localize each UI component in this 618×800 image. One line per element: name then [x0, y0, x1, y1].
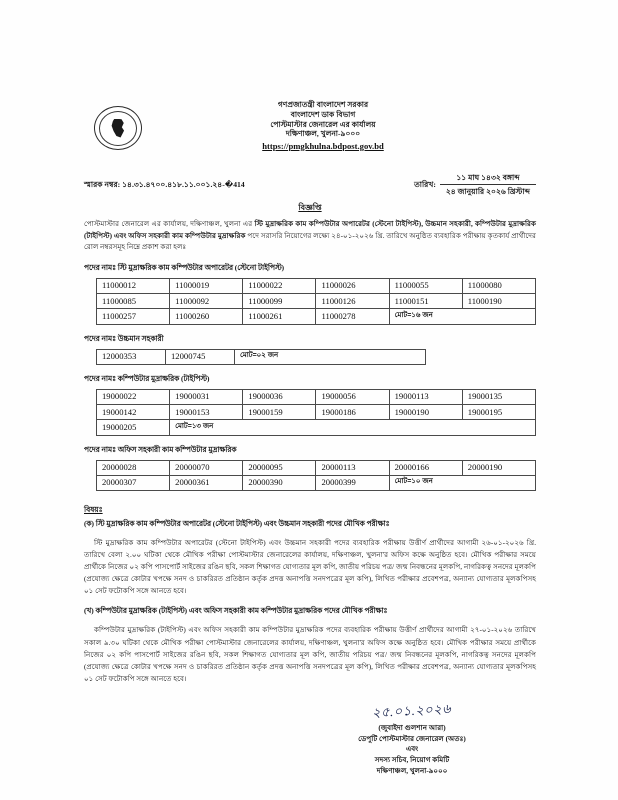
- table-row: [97, 475, 536, 490]
- roll-cell: 20000095: [243, 460, 316, 475]
- gov-line-3: পোস্টমাস্টার জেনারেল এর কার্যালয়: [270, 119, 376, 129]
- table-row: [97, 294, 536, 309]
- roll-table: [96, 389, 536, 436]
- roll-cell: 11000012: [97, 278, 170, 293]
- roll-cell: 11000099: [243, 294, 316, 309]
- roll-cell: 19000159: [243, 405, 316, 420]
- roll-cell: 19000031: [170, 389, 243, 404]
- roll-cell: 11000085: [97, 294, 170, 309]
- roll-cell: 19000056: [316, 389, 389, 404]
- roll-cell: 11000019: [170, 278, 243, 293]
- roll-cell: 11000257: [97, 309, 170, 324]
- signature-block: [292, 699, 532, 777]
- roll-cell: 11000190: [462, 294, 535, 309]
- table-row: [97, 309, 536, 324]
- section-block: [84, 263, 536, 325]
- roll-cell: 20000028: [97, 460, 170, 475]
- gov-line-4: দক্ষিণাঞ্চল, খুলনা-৯০০০: [285, 129, 361, 139]
- signatory-role: সদস্য সচিব, নিয়োগ কমিটি: [374, 755, 450, 764]
- roll-cell: 11000260: [170, 309, 243, 324]
- section-label: পদের নামঃ উচ্চমান সহকারী: [84, 333, 164, 343]
- roll-cell: 19000142: [97, 405, 170, 420]
- date-gregorian: ২৪ জানুয়ারি ২০২৬ খ্রিস্টাব্দ: [445, 187, 530, 196]
- date-block: [414, 172, 536, 197]
- section-label: পদের নামঃ অফিস সহকারী কাম কম্পিউটার মুদ্রাক্ষরিক: [84, 444, 237, 454]
- section-block: [84, 334, 536, 365]
- gov-line-2: বাংলাদেশ ডাক বিভাগ: [290, 109, 356, 119]
- roll-cell: 11000278: [316, 309, 389, 324]
- clause-a-body: স্টি মুদ্রাক্ষরিক কাম কম্পিউটার অপারেটর (স্টেনো টাইপিস্ট) এবং উচ্চমান সহকারী পদের ব্যবহারিক পরীক্ষায় উত্তীর্ণ প্রার্থীদের আগামী ২৬-০১-২০২৬ খ্রি. তারিখে বেলা ২.০০ ঘটিকা থেকে মৌখিক পরীক্ষা পোস্টমাস্টার জেনারেলের কার্যালয়, দক্ষিণাঞ্চল, খুলনা'র অফিস কক্ষে অনুষ্ঠিত হবে। মৌখিক পরীক্ষার সময়ে প্রার্থীকে নিজের ০২ কপি পাসপোর্ট সাইজের রঙিন ছবি, সকল শিক্ষাগত যোগ্যতার মূল কপি, জাতীয় পরিচয় পত্র/ জন্ম নিবন্ধনের মূলকপি, নাগরিকত্ব সনদের মূলকপি (প্রযোজ্য ক্ষেত্রে কোটার খপক্ষে সনদ ও চাকরিরত প্রতিষ্ঠান কর্তৃক প্রদত্ত অনাপত্তি সনদপত্রের মূল কপি), লিখিত পরীক্ষার প্রবেশপত্র, অন্যান্য যোগ্যতার মূলকপিসহ ০১ সেট ফটোকপি সঙ্গে আনতে হবে।: [84, 539, 536, 596]
- roll-cell: 19000186: [316, 405, 389, 420]
- total-cell: মোট=১৬ জন: [389, 309, 535, 324]
- signatory-conjunction: এবং: [405, 745, 419, 754]
- roll-cell: 11000126: [316, 294, 389, 309]
- clause-a-heading: (ক) স্টি মুদ্রাক্ষরিক কাম কম্পিউটার অপারেটর (স্টেনো টাইপিস্ট) এবং উচ্চমান সহকারী পদের মৌখিক পরীক্ষাঃ: [84, 519, 390, 529]
- government-seal-icon: [94, 106, 142, 150]
- signatory-name: (জুবাইদা গুলশান আরা): [378, 723, 446, 732]
- roll-cell: 19000205: [97, 420, 170, 435]
- roll-cell: 20000399: [316, 475, 389, 490]
- roll-cell: 20000113: [316, 460, 389, 475]
- roll-table: [96, 349, 426, 365]
- table-row: [97, 460, 536, 475]
- section-label: পদের নামঃ স্টি মুদ্রাক্ষরিক কাম কম্পিউটার অপারেটর (স্টেনো টাইপিস্ট): [84, 262, 285, 272]
- roll-cell: 12000745: [166, 349, 235, 364]
- section-block: [84, 445, 536, 491]
- signatory-address: দক্ষিণাঞ্চল, খুলনা-৯০০০: [376, 766, 448, 775]
- roll-cell: 20000390: [243, 475, 316, 490]
- clause-b-heading: (খ) কম্পিউটার মুদ্রাক্ষরিক (টাইপিস্ট) এবং অফিস সহকারী কাম কম্পিউটার মুদ্রাক্ষরিক পদের মৌখিক পরীক্ষাঃ: [84, 606, 388, 616]
- roll-cell: 12000353: [97, 349, 166, 364]
- clause-b-body: কম্পিউটার মুদ্রাক্ষরিক (টাইপিস্ট) এবং অফিস সহকারী কাম কম্পিউটার মুদ্রাক্ষরিক পদের ব্যবহারিক পরীক্ষায় উত্তীর্ণ প্রার্থীদের আগামী ২৭-০১-২০২৬ তারিখে সকাল ৯.৩০ ঘটিকা থেকে মৌখিক পরীক্ষা পোস্টমাস্টার জেনারেলের কার্যালয়, দক্ষিণাঞ্চল, খুলনা'র অফিস কক্ষে অনুষ্ঠিত হবে। মৌখিক পরীক্ষার সময়ে প্রার্থীকে নিজের ০২ কপি পাসপোর্ট সাইজের রঙিন ছবি, সকল শিক্ষাগত যোগ্যতার মূল কপি, জাতীয় পরিচয় পত্র/ জন্ম নিবন্ধনের মূলকপি, নাগরিকত্ব সনদের মূলকপি (প্রযোজ্য ক্ষেত্রে কোটার খপক্ষে সনদ ও চাকরিরত প্রতিষ্ঠান কর্তৃক প্রদত্ত অনাপত্তি সনদপত্রের মূল কপি), লিখিত পরীক্ষার প্রবেশপত্র, অন্যান্য যোগ্যতার মূলকপিসহ ০১ সেট ফটোকপি সঙ্গে আনতে হবে।: [84, 626, 536, 683]
- roll-cell: 19000022: [97, 389, 170, 404]
- roll-cell: 19000036: [243, 389, 316, 404]
- total-cell: মোট=০২ জন: [235, 349, 426, 364]
- memo-date-row: [84, 172, 536, 197]
- roll-cell: 11000092: [170, 294, 243, 309]
- table-row: [97, 278, 536, 293]
- result-sections: [84, 263, 536, 491]
- roll-cell: 20000166: [389, 460, 462, 475]
- total-cell: মোট=১০ জন: [389, 475, 535, 490]
- handwritten-signature: ২৫.০১.২০২৬: [372, 700, 452, 720]
- roll-cell: 11000261: [243, 309, 316, 324]
- roll-cell: 19000135: [462, 389, 535, 404]
- roll-cell: 11000022: [243, 278, 316, 293]
- date-bengali: ১১ মাঘ ১৪৩২ বঙ্গাব্দ: [440, 172, 536, 185]
- roll-cell: 20000307: [97, 475, 170, 490]
- subject-heading: বিষয়ঃ: [84, 505, 103, 515]
- memo-number: স্মারক নম্বর: ১৪.৩১.৪৭০০.৪১৮.১১.০০১.২৪-�414: [84, 180, 245, 189]
- date-label: তারিখ:: [414, 180, 436, 189]
- roll-table: [96, 460, 536, 491]
- office-website-url[interactable]: https://pmgkhulna.bdpost.gov.bd: [262, 140, 384, 151]
- intro-post: পদে সরাসরি নিয়োগের লক্ষ্যে ২৪-০১-২০২৬ খ্রি. তারিখে অনুষ্ঠিত ব্যবহারিক পরীক্ষায় কৃতকার্য প্রার্থীদের রোল নম্বরসমূহ নিম্নে প্রকাশ করা হলঃ: [84, 231, 537, 252]
- table-row: [97, 405, 536, 420]
- gov-line-1: গণপ্রজাতন্ত্রী বাংলাদেশ সরকার: [277, 100, 369, 109]
- total-cell: মোট=১৩ জন: [170, 420, 536, 435]
- table-row: [97, 349, 426, 364]
- section-block: [84, 374, 536, 436]
- document-header: [84, 100, 536, 158]
- roll-cell: 19000190: [389, 405, 462, 420]
- table-row: [97, 389, 536, 404]
- intro-pre: পোস্টমাস্টার জেনারেল এর কার্যালয়, দক্ষিণাঞ্চল, খুলনা এর: [84, 220, 255, 228]
- table-row: [97, 420, 536, 435]
- section-label: পদের নামঃ কম্পিউটার মুদ্রাক্ষরিক (টাইপিস্ট): [84, 373, 210, 383]
- header-text-block: [84, 100, 536, 152]
- roll-table: [96, 278, 536, 325]
- roll-cell: 11000055: [389, 278, 462, 293]
- notice-title: বিজ্ঞপ্তি: [298, 203, 322, 212]
- roll-cell: 20000190: [462, 460, 535, 475]
- roll-cell: 20000361: [170, 475, 243, 490]
- intro-bold: স্টি মুদ্রাক্ষরিক কাম কম্পিউটার অপারেটর (স্টেনো টাইপিস্ট), উচ্চমান সহকারী, কম্পিউটার মুদ্রাক্ষরিক (টাইপিস্ট) এবং অফিস সহকারী কাম কম্পিউটার মুদ্রাক্ষরিক: [84, 220, 536, 240]
- roll-cell: 19000113: [389, 389, 462, 404]
- roll-cell: 11000080: [462, 278, 535, 293]
- signatory-title: ডেপুটি পোস্টমাস্টার জেনারেল (অতঃ): [358, 734, 466, 743]
- intro-paragraph: [84, 219, 536, 254]
- roll-cell: 11000151: [389, 294, 462, 309]
- roll-cell: 19000153: [170, 405, 243, 420]
- notice-sheet: [84, 100, 536, 777]
- roll-cell: 11000026: [316, 278, 389, 293]
- roll-cell: 20000070: [170, 460, 243, 475]
- roll-cell: 19000195: [462, 405, 535, 420]
